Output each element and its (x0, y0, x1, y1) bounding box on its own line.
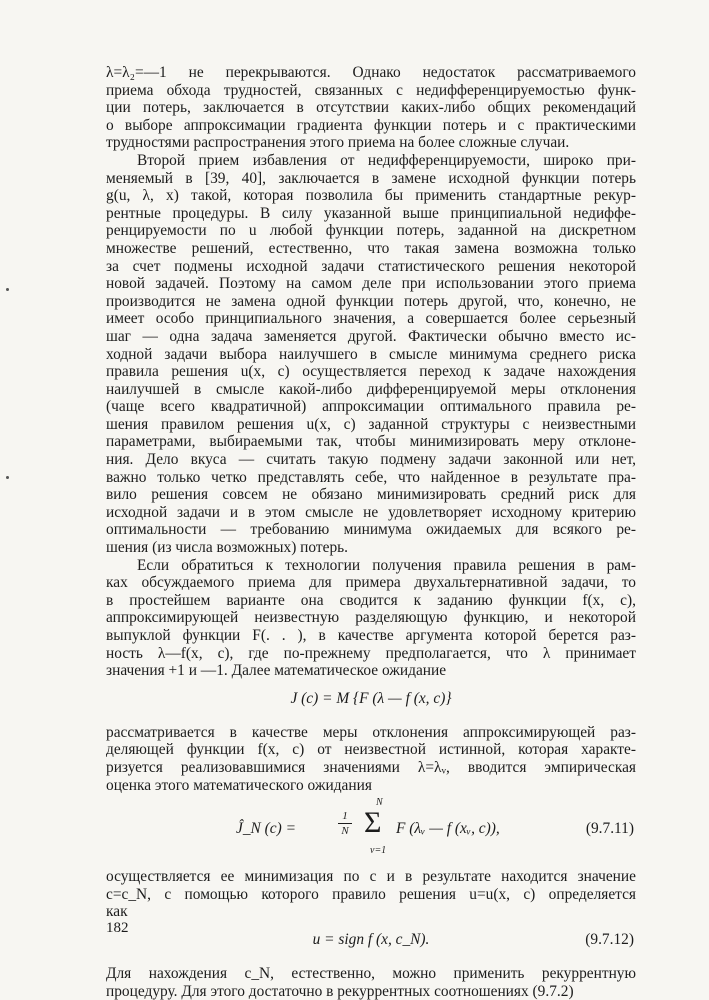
formula (106, 798, 636, 864)
summation-lower-limit: ν=1 (370, 845, 387, 857)
text-line: Второй прием избавления от недифференцируемости, широко при- (137, 151, 636, 169)
text-line: приема обхода трудностей, связанных с недифференцируемостью функ- (106, 81, 636, 99)
text-line: аппроксимирующей неизвестную разделяющую функцию, и некоторой (106, 609, 636, 627)
formula-rhs: F (λᵥ — f (xᵥ, c)), (396, 820, 500, 838)
fraction: 1 N (338, 810, 352, 837)
paragraph (106, 64, 636, 152)
text-line: выпуклой функции F(. . ), в качестве аргумента которой берется раз- (106, 627, 636, 644)
text-line: вило решения совсем не обязано минимизировать средний риск для (106, 486, 636, 504)
paragraph (106, 724, 636, 794)
formula (106, 686, 636, 716)
summation-upper-limit: N (376, 797, 383, 809)
text-line: оптимальности — требованию минимума ожидаемых для всякого ре- (106, 521, 636, 539)
text-line: за счет подмены исходной задачи статистического решения некоторой (106, 257, 636, 275)
text-line: Если обратиться к технологии получения правила решения в рам- (137, 556, 636, 574)
paragraph (106, 868, 636, 921)
text-line: производится не замена одной функции потерь другой, что, конечно, не (106, 292, 636, 310)
document-page (106, 64, 636, 1000)
text-line: g(u, λ, x) такой, которая позволила бы применить стандартные рекур- (106, 187, 636, 205)
text-line: наилучшей в смысле какой-либо дифференцируемой меры отклонения (106, 380, 636, 398)
text-line: трудностями распространения этого приема на более сложные случаи. (106, 134, 570, 152)
formula-lhs: Ĵ_N (c) = (236, 820, 296, 838)
text-line: как (106, 903, 128, 921)
summation-sign: Σ (364, 806, 382, 840)
text-line: Для нахождения c_N, естественно, можно применить рекуррентную (106, 964, 636, 982)
text-line: ках обсуждаемого приема для примера двухальтернативной задачи, то (106, 574, 636, 592)
text-line: шения правилом решения u(x, c) заданной структуры с неизвестными (106, 415, 636, 433)
paragraph (106, 152, 636, 557)
paragraph (106, 965, 636, 1000)
paragraph (106, 557, 636, 680)
margin-mark (6, 288, 9, 291)
text-line: деляющей функции f(x, c) от неизвестной истинной, которая характе- (106, 741, 636, 759)
equation-number: (9.7.12) (585, 930, 634, 948)
text-line: новой задачей. Поэтому на самом деле при использовании этого приема (106, 275, 636, 293)
text-line: шаг — одна задача заменяется другой. Фактически обычно вместо ис- (106, 327, 636, 345)
formula-expression: J (c) = M {F (λ — f (x, c)} (290, 689, 452, 707)
text-line: правила решения u(x, c) осуществляется переход к задаче нахождения (106, 363, 636, 381)
text-line: ции потерь, заключается в отсутствии каких-либо общих рекомендаций (106, 99, 636, 117)
equation-number: (9.7.11) (585, 820, 634, 838)
text-line: (чаще всего квадратичной) аппроксимации оптимального правила ре- (106, 398, 636, 416)
formula (106, 927, 636, 957)
formula-expression: u = sign f (x, c_N). (312, 930, 430, 948)
text-line: шения (из числа возможных) потерь. (106, 539, 349, 557)
text-line: рентные процедуры. В силу указанной выше принципиальной недиффе- (106, 204, 636, 222)
text-line: λ=λ₂=—1 не перекрываются. Однако недостаток рассматриваемого (106, 64, 636, 81)
text-line: ния. Дело вкуса — считать такую подмену задачи законной или нет, (106, 451, 636, 469)
text-line: значения +1 и —1. Далее математическое ожидание (106, 662, 447, 680)
page-number: 182 (106, 920, 129, 936)
text-line: ризуется реализовавшимися значениями λ=λᵥ, вводится эмпирическая (106, 758, 636, 776)
text-line: c=c_N, с помощью которого правило решения u=u(x, c) определяется (106, 885, 636, 903)
text-line: множестве решений, естественно, что такая замена возможна только (106, 239, 636, 257)
text-line: параметрами, выбираемыми так, чтобы минимизировать меру отклоне- (106, 433, 636, 451)
text-line: ренцируемости по u любой функции потерь, заданной на дискретном (106, 222, 636, 240)
text-line: ходной задачи выбора наилучшего в смысле минимума среднего риска (106, 345, 636, 363)
text-line: ность λ—f(x, c), где по-прежнему предполагается, что λ принимает (106, 644, 636, 662)
text-line: процедуру. Для этого достаточно в рекуррентных соотношениях (9.7.2) (106, 982, 574, 1000)
text-line: важно только четко представлять себе, что найденное в результате пра- (106, 468, 636, 486)
text-line: осуществляется ее минимизация по c и в результате находится значение (106, 868, 636, 886)
text-line: рассматривается в качестве меры отклонения аппроксимирующей раз- (106, 723, 636, 741)
text-line: меняемый в [39, 40], заключается в замене исходной функции потерь (106, 169, 636, 187)
text-line: имеет особо принципиального значения, а совершается более серьезный (106, 310, 636, 328)
margin-mark (6, 476, 9, 479)
text-line: в простейшем варианте она сводится к заданию функции f(x, c), (106, 591, 636, 609)
text-line: оценка этого математического ожидания (106, 776, 372, 794)
text-line: о выборе аппроксимации градиента функции потерь и с практическими (106, 116, 636, 134)
text-line: исходной задачи и в этом смысле не удовлетворяет исходному критерию (106, 503, 636, 521)
